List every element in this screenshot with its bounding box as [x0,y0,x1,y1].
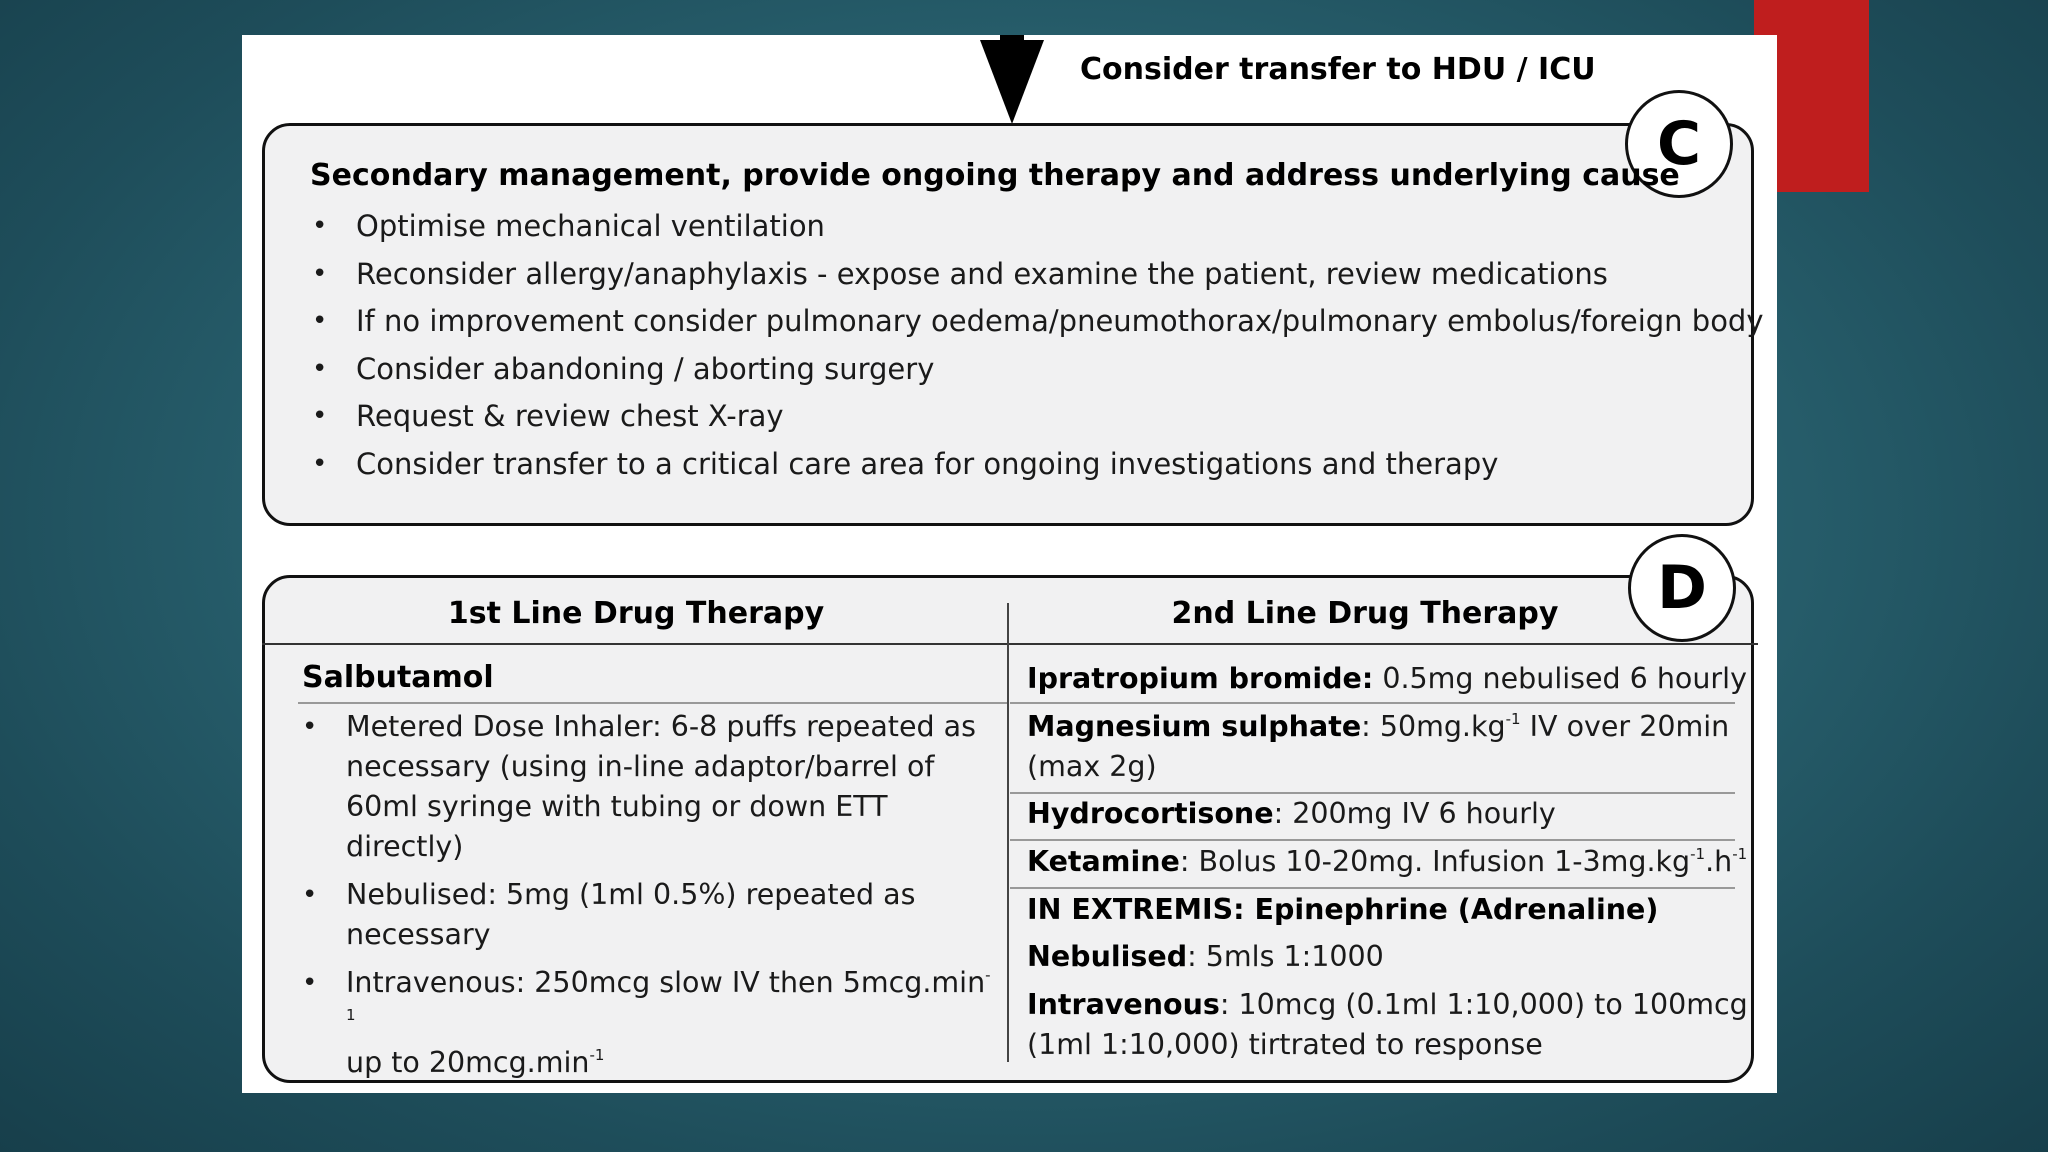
first-line-header: 1st Line Drug Therapy [447,596,825,631]
salbutamol-title: Salbutamol [302,660,494,695]
list-item: • Reconsider allergy/anaphylaxis - expose and examine the patient, review medications [310,252,1764,300]
second-line-header: 2nd Line Drug Therapy [1171,596,1559,631]
list-item: • Consider abandoning / aborting surgery [310,347,1764,395]
table-header-divider [262,643,1758,645]
list-item: • If no improvement consider pulmonary oedema/pneumothorax/pulmonary embolus/foreign body [310,299,1764,347]
section-c-badge: C [1625,90,1733,198]
list-item: • Metered Dose Inhaler: 6-8 puffs repeated as necessary (using in-line adaptor/barrel of 60ml syringe with tubing or down ETT directly) [300,707,1000,867]
section-c-list [310,204,1764,490]
hydrocortisone-row: Hydrocortisone: 200mg IV 6 hourly [1027,797,1556,830]
list-item: • Intravenous: 250mcg slow IV then $5mcg.\min^{-1}$ up to $20mcg.\min^{-1}$ [300,963,1000,1083]
list-item: • Request & review chest X-ray [310,394,1764,442]
ketamine-row: Ketamine: Bolus 10-20mg. Infusion $1-3mg.kg^{-1}.h^{-1}$ [1027,845,1748,878]
row-divider [1010,702,1735,704]
salbutamol-list [300,707,1000,1091]
salbutamol-divider [298,702,1007,704]
nebulised-row: Nebulised: 5mls 1:1000 [1027,940,1384,973]
row-divider [1010,887,1735,889]
section-d-badge: D [1628,534,1736,642]
list-item: • Nebulised: 5mg (1ml 0.5%) repeated as necessary [300,875,1000,955]
list-item: • Optimise mechanical ventilation [310,204,1764,252]
list-item: • Consider transfer to a critical care area for ongoing investigations and therapy [310,442,1764,490]
row-divider [1010,839,1735,841]
extremis-heading: IN EXTREMIS: Epinephrine (Adrenaline) [1027,893,1659,926]
magnesium-row: Magnesium sulphate: $50mg.kg^{-1}$ IV over 20min (max 2g) [1027,710,1730,783]
intravenous-row: Intravenous: 10mcg (0.1ml 1:10,000) to 100mcg (1ml 1:10,000) tirtrated to response [1027,988,1748,1061]
ipratropium-row: Ipratropium bromide: 0.5mg nebulised 6 hourly [1027,662,1747,695]
transfer-note: Consider transfer to HDU / ICU [1080,52,1596,87]
section-c-heading: Secondary management, provide ongoing therapy and address underlying cause [310,158,1680,193]
column-divider [1007,603,1009,1062]
